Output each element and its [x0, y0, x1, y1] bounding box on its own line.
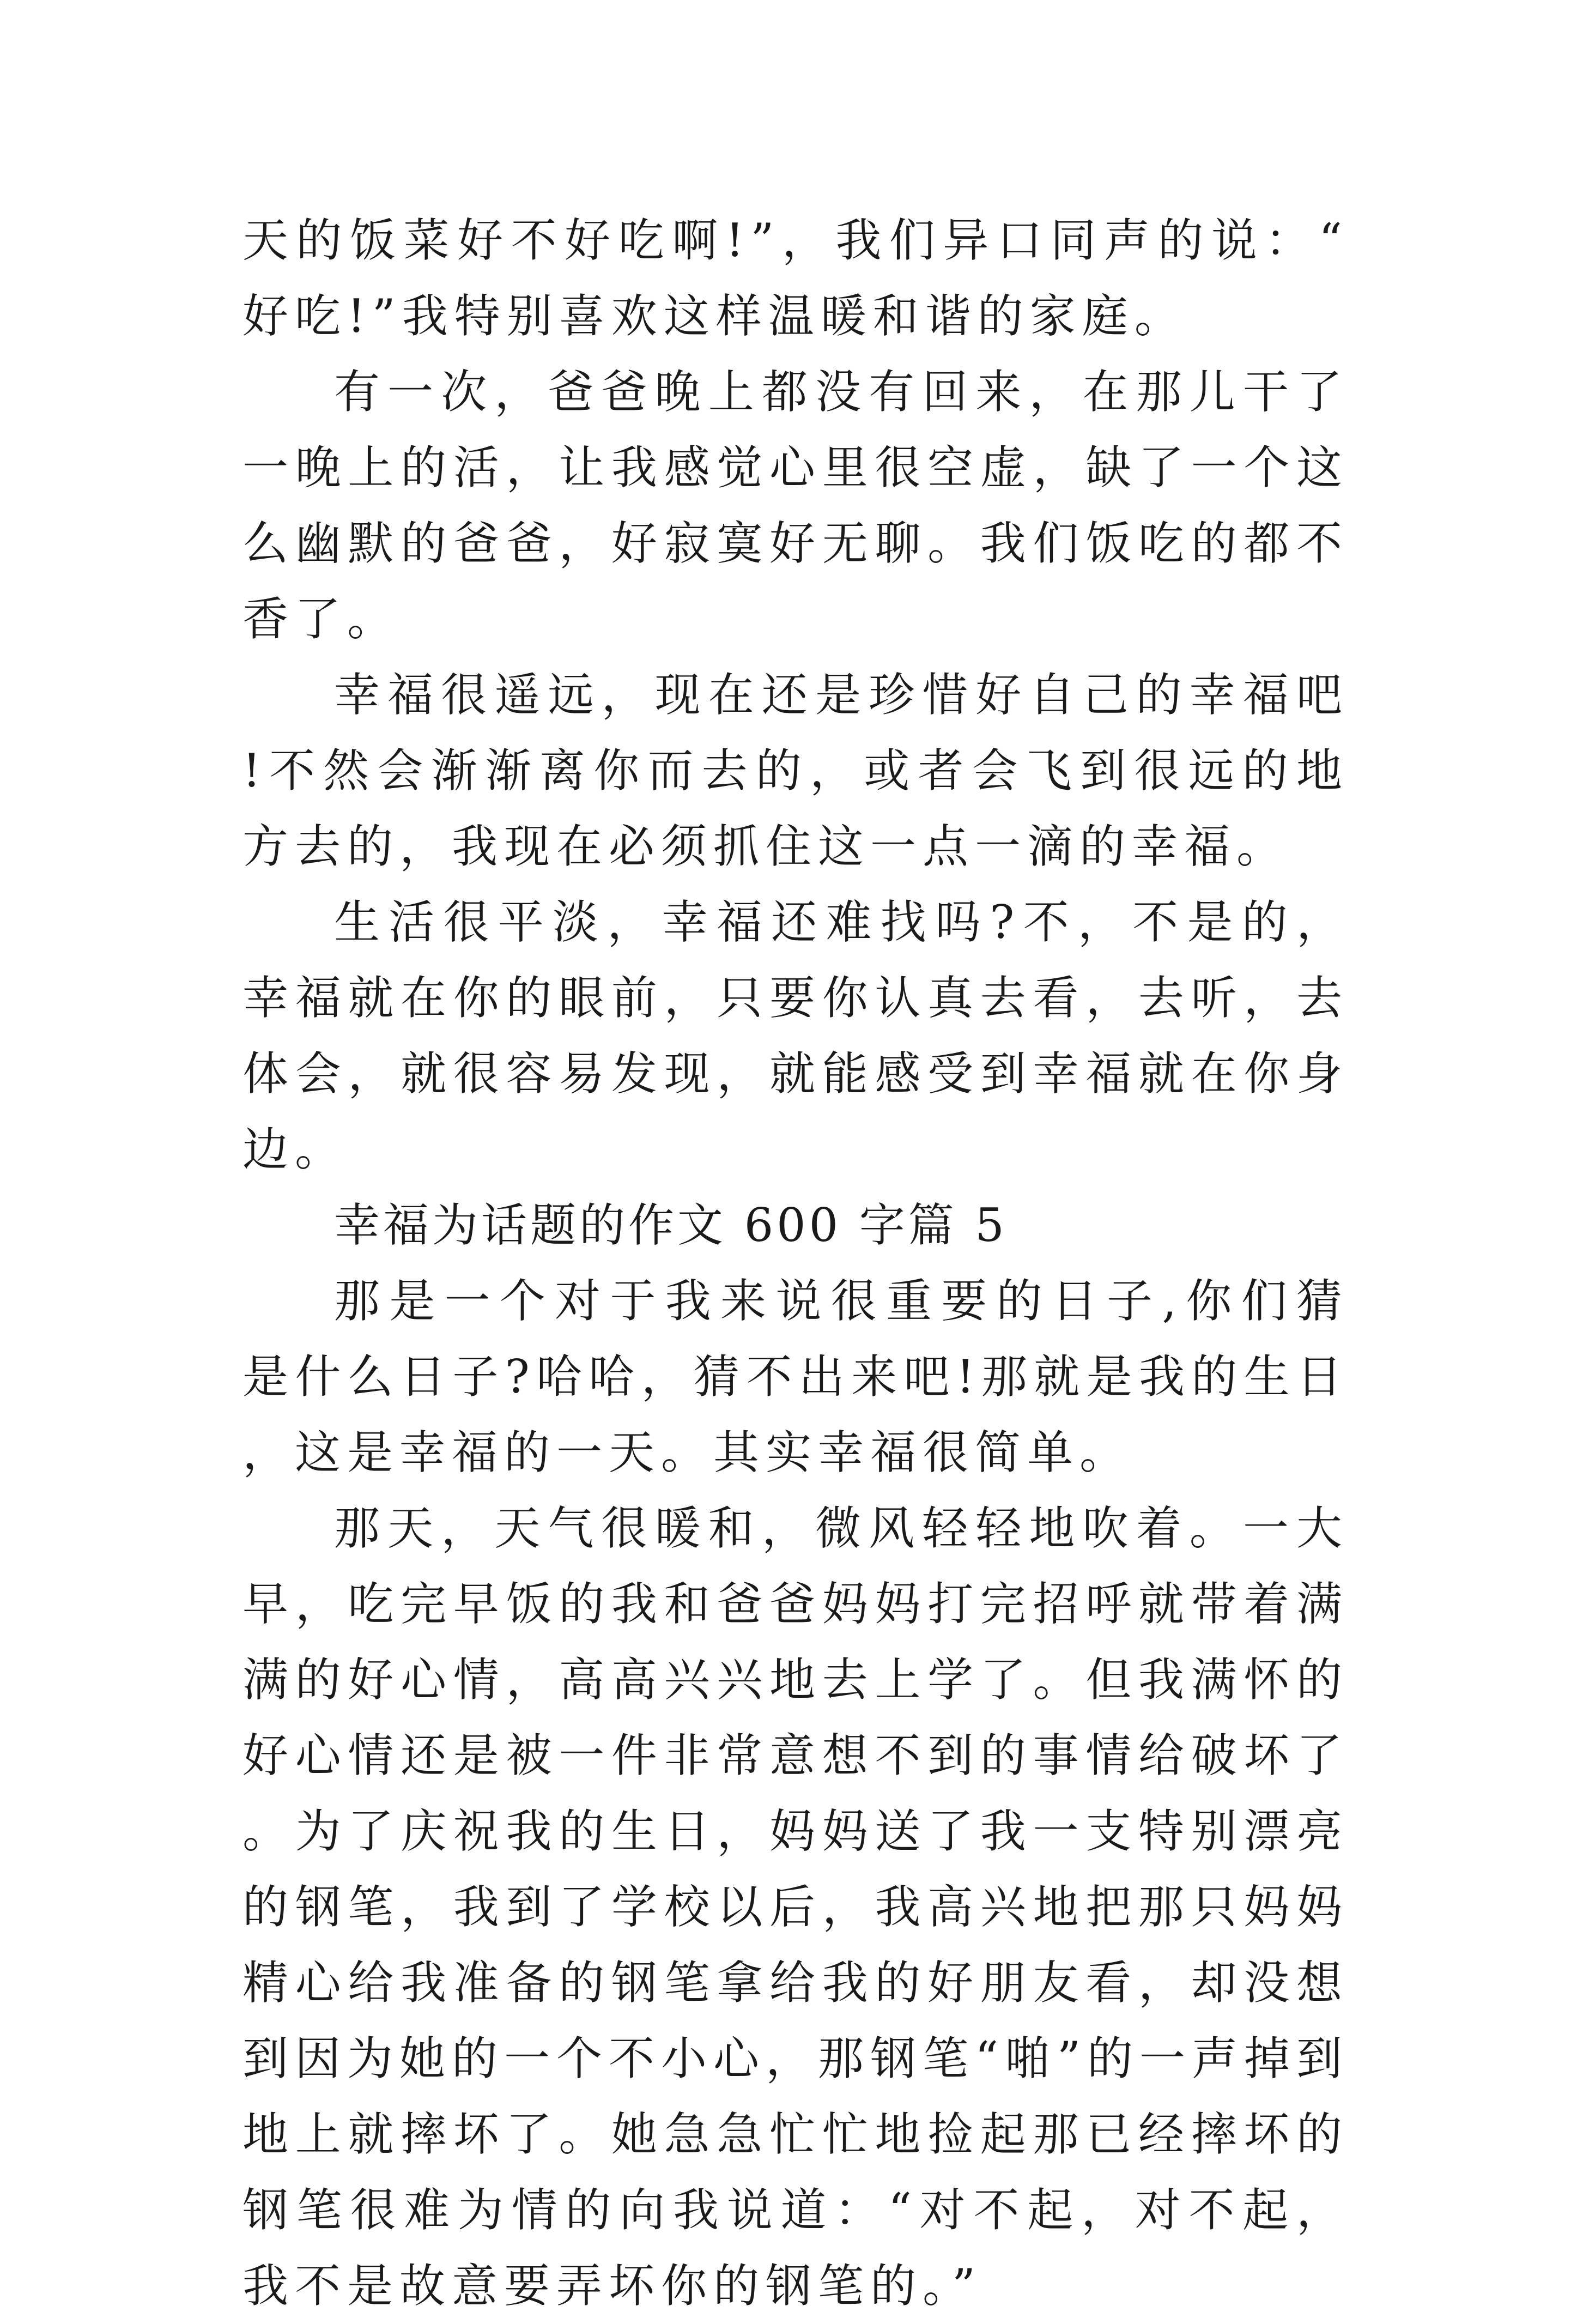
paragraph-6: 那天，天气很暖和，微风轻轻地吹着。一大早，吃完早饭的我和爸爸妈妈打完招呼就带着满满的好心情，高高兴兴地去上学了。但我满怀的好心情还是被一件非常意想不到的事情给破坏了。为了庆祝我的生日，妈妈送了我一支特别漂亮的钢笔，我到了学校以后，我高兴地把那只妈妈精心给我准备的钢笔拿给我的好朋友看，却没想到因为她的一个不小心，那钢笔“啪”的一声掉到地上就摔坏了。她急急忙忙地捡起那已经摔坏的钢笔很难为情的向我说道：“对不起，对不起，我不是故意要弄坏你的钢笔的。”	[242, 1502, 1349, 2313]
paragraph-2: 有一次，爸爸晚上都没有回来，在那儿干了一晚上的活，让我感觉心里很空虚，缺了一个这么幽默的爸爸，好寂寞好无聊。我们饭吃的都不香了。	[242, 365, 1349, 646]
paragraph-5: 那是一个对于我来说很重要的日子,你们猜是什么日子?哈哈，猜不出来吧!那就是我的生日，这是幸福的一天。其实幸福很简单。	[242, 1274, 1349, 1479]
paragraph-3: 幸福很遥远，现在还是珍惜好自己的幸福吧!不然会渐渐离你而去的，或者会飞到很远的地方去的，我现在必须抓住这一点一滴的幸福。	[242, 668, 1349, 873]
paragraph-4: 生活很平淡，幸福还难找吗?不，不是的，幸福就在你的眼前，只要你认真去看，去听，去体会，就很容易发现，就能感受到幸福就在你身边。	[242, 895, 1349, 1176]
paragraph-1: 天的饭菜好不好吃啊!”，我们异口同声的说：“好吃!”我特别喜欢这样温暖和谐的家庭。	[242, 214, 1349, 343]
document-body	[242, 203, 1349, 2324]
section-heading: 幸福为话题的作文 600 字篇 5	[334, 1199, 1008, 1252]
